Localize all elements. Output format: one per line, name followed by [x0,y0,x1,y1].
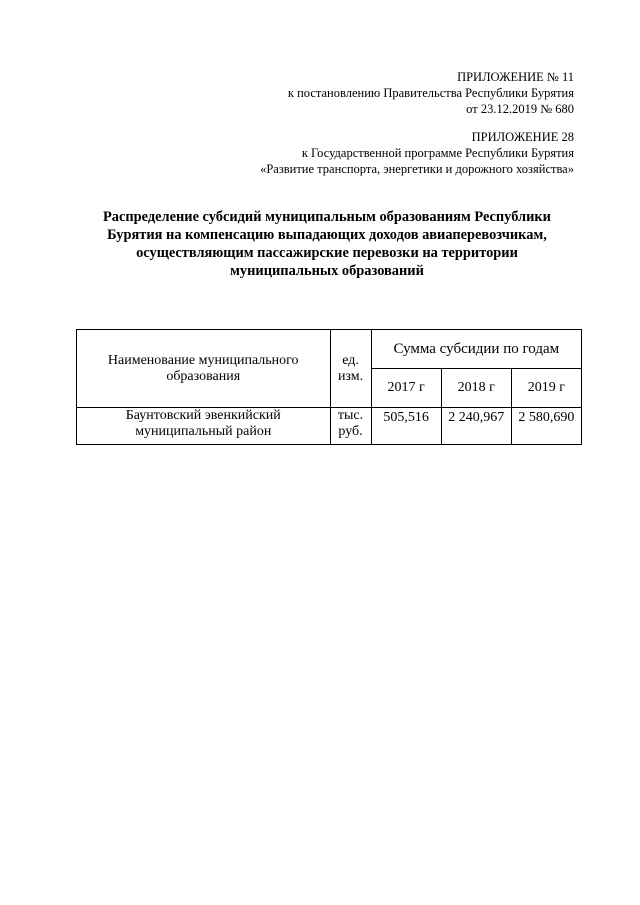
header-unit-line-2: изм. [337,368,364,384]
row-unit-cell [330,408,371,445]
header-sum-by-years: Сумма субсидии по годам [371,330,581,369]
appendix-11-label: ПРИЛОЖЕНИЕ № 11 [457,70,574,84]
header-year-2017: 2017 г [371,369,441,408]
subsidy-table [76,329,582,445]
title-line-3: осуществляющим пассажирские перевозки на территории [136,245,518,261]
row-name-line-2: муниципальный район [135,424,272,439]
row-name-line-1: Баунтовский эвенкийский [125,408,281,423]
appendix-28-program: к Государственной программе Республики Бурятия [301,146,574,160]
row-value-2017: 505,516 [371,408,441,445]
row-unit-line-1: тыс. [337,408,364,423]
row-unit-line-2: руб. [338,424,363,439]
title-line-1: Распределение субсидий муниципальным образованиям Республики [103,209,551,225]
appendix-28-program-name: «Развитие транспорта, энергетики и дорожного хозяйства» [260,162,574,176]
title-line-4: муниципальных образований [230,263,424,279]
header-year-2018: 2018 г [441,369,511,408]
document-title [76,208,578,280]
header-name-line-1: Наименование муниципального [107,352,299,368]
header-year-2019: 2019 г [511,369,581,408]
header-name-line-2: образования [166,368,241,384]
row-value-2019: 2 580,690 [511,408,581,445]
header-unit-cell [330,330,371,408]
appendix-28-label: ПРИЛОЖЕНИЕ 28 [471,130,574,144]
appendix-11-date: от 23.12.2019 № 680 [466,102,574,116]
appendix-11-resolution: к постановлению Правительства Республики Бурятия [287,86,574,100]
row-name-cell [77,408,331,445]
header-name-cell [77,330,331,408]
title-line-2: Бурятия на компенсацию выпадающих доходов авиаперевозчикам, [107,227,547,243]
table-row [77,408,582,445]
appendix-11-header [288,69,574,117]
row-value-2018: 2 240,967 [441,408,511,445]
header-unit-line-1: ед. [342,352,359,368]
appendix-28-header [260,129,574,177]
